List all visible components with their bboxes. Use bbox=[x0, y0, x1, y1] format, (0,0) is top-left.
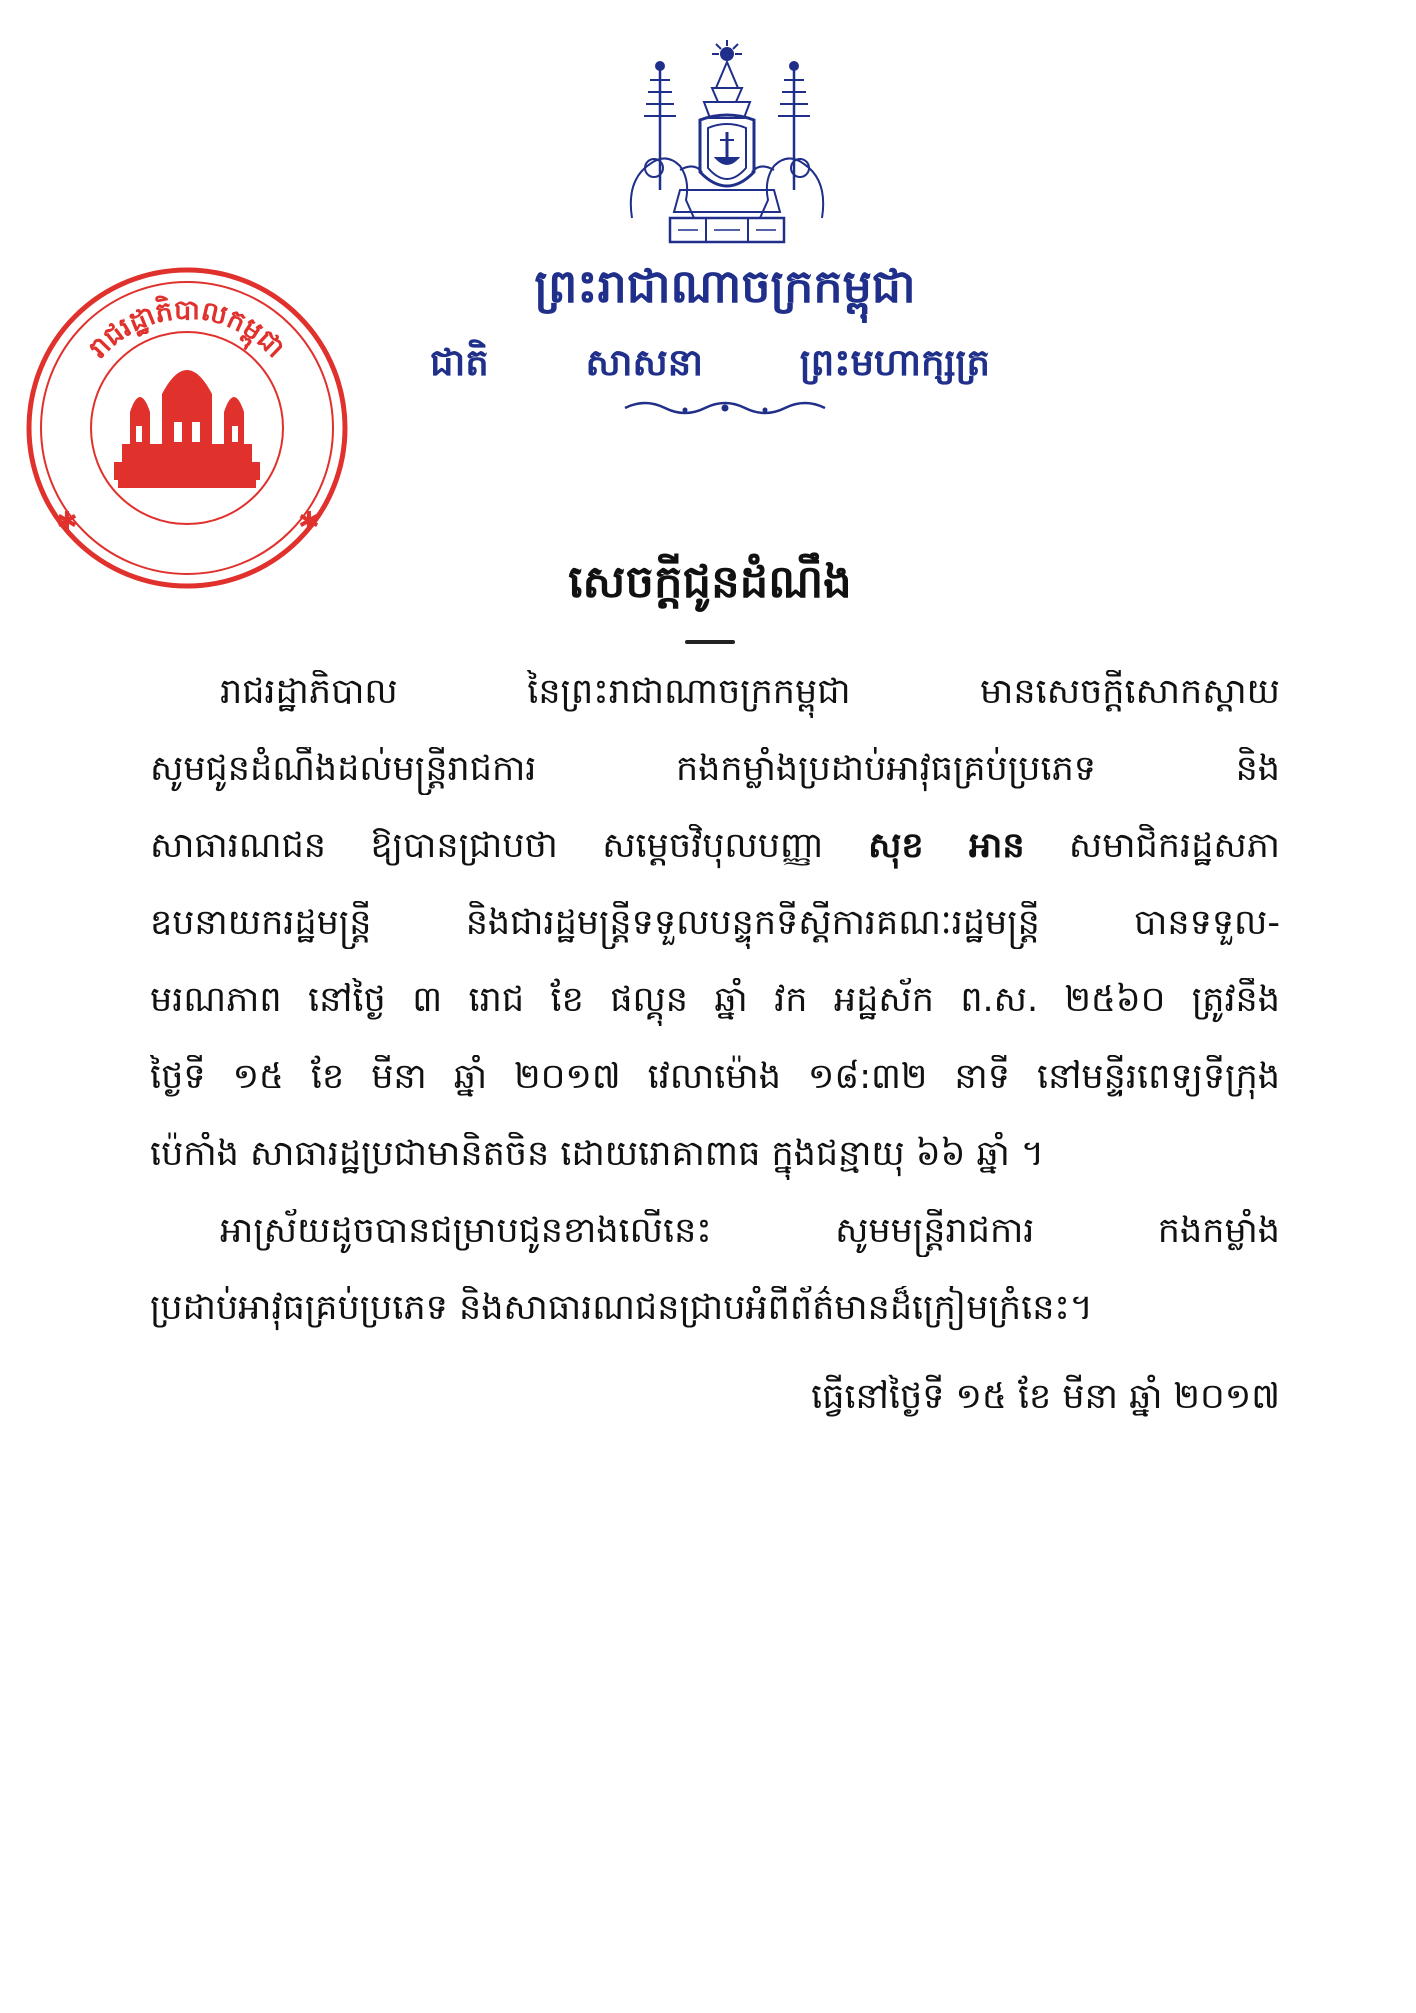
body-line-2: សូមជូនដំណឹងដល់មន្ត្រីរាជការ កងកម្លាំងប្រដាប់អាវុធគ្រប់ប្រភេទ និង bbox=[150, 749, 1280, 789]
body-line-5: មរណភាព នៅថ្ងៃ ៣ រោជ ខែ ផល្គុន ឆ្នាំ វក អដ្ឋស័ក ព.ស. ២៥៦០ ត្រូវនឹង bbox=[150, 980, 1280, 1020]
body-line-4: ឧបនាយករដ្ឋមន្ត្រី និងជារដ្ឋមន្ត្រីទទួលបន្ទុកទីស្តីការគណៈរដ្ឋមន្ត្រី បានទទួល- bbox=[150, 903, 1280, 943]
national-motto bbox=[430, 340, 990, 394]
svg-text:រាជរដ្ឋាភិបាលកម្ពុជា bbox=[83, 293, 290, 364]
kingdom-title: ព្រះរាជាណាចក្រកម្ពុជា bbox=[534, 259, 916, 313]
body-line-1: រាជរដ្ឋាភិបាល នៃព្រះរាជាណាចក្រកម្ពុជា មានសេចក្តីសោកស្តាយ bbox=[220, 672, 1280, 712]
motto-nation: ជាតិ bbox=[430, 341, 489, 384]
body-line-3 bbox=[150, 824, 1280, 872]
body-line-7: ប៉េកាំង សាធារដ្ឋប្រជាមានិតចិន ដោយរោគាពាធ ក្នុងជន្មាយុ ៦៦ ឆ្នាំ ។ bbox=[150, 1134, 1045, 1174]
issue-date: ធ្វើនៅថ្ងៃទី ១៥ ខែ មីនា ឆ្នាំ ២០១៧ bbox=[811, 1377, 1280, 1417]
seal-text: រាជរដ្ឋាភិបាលកម្ពុជា bbox=[83, 294, 291, 365]
document-title: សេចក្តីជូនដំណឹង bbox=[568, 555, 852, 608]
svg-text:✱: ✱ bbox=[298, 507, 320, 537]
decorative-divider-icon bbox=[620, 396, 830, 420]
motto-king: ព្រះមហាក្សត្រ bbox=[799, 341, 990, 384]
body-line-3-end: សមាជិករដ្ឋសភា bbox=[1024, 826, 1280, 866]
royal-coat-of-arms-icon bbox=[620, 40, 834, 250]
government-seal-icon bbox=[22, 262, 352, 594]
body-line-3-start: សាធារណជន ឱ្យបានជ្រាបថា សម្តេចវិបុលបញ្ញា bbox=[150, 826, 869, 866]
motto-religion: សាសនា bbox=[585, 341, 703, 384]
body-line-8: អាស្រ័យដូចបានជម្រាបជូនខាងលើនេះ សូមមន្ត្រីរាជការ កងកម្លាំង bbox=[220, 1211, 1280, 1251]
title-underline bbox=[685, 640, 735, 644]
body-line-6: ថ្ងៃទី ១៥ ខែ មីនា ឆ្នាំ ២០១៧ វេលាម៉ោង ១៨:៣២ នាទី នៅមន្ទីរពេទ្យទីក្រុង bbox=[150, 1057, 1280, 1097]
body-line-9: ប្រដាប់អាវុធគ្រប់ប្រភេទ និងសាធារណជនជ្រាបអំពីព័ត៌មានដ៏ក្រៀមក្រំនេះ។ bbox=[150, 1288, 1093, 1328]
svg-text:✱: ✱ bbox=[56, 507, 78, 537]
deceased-name: សុខ អាន bbox=[868, 826, 1025, 866]
